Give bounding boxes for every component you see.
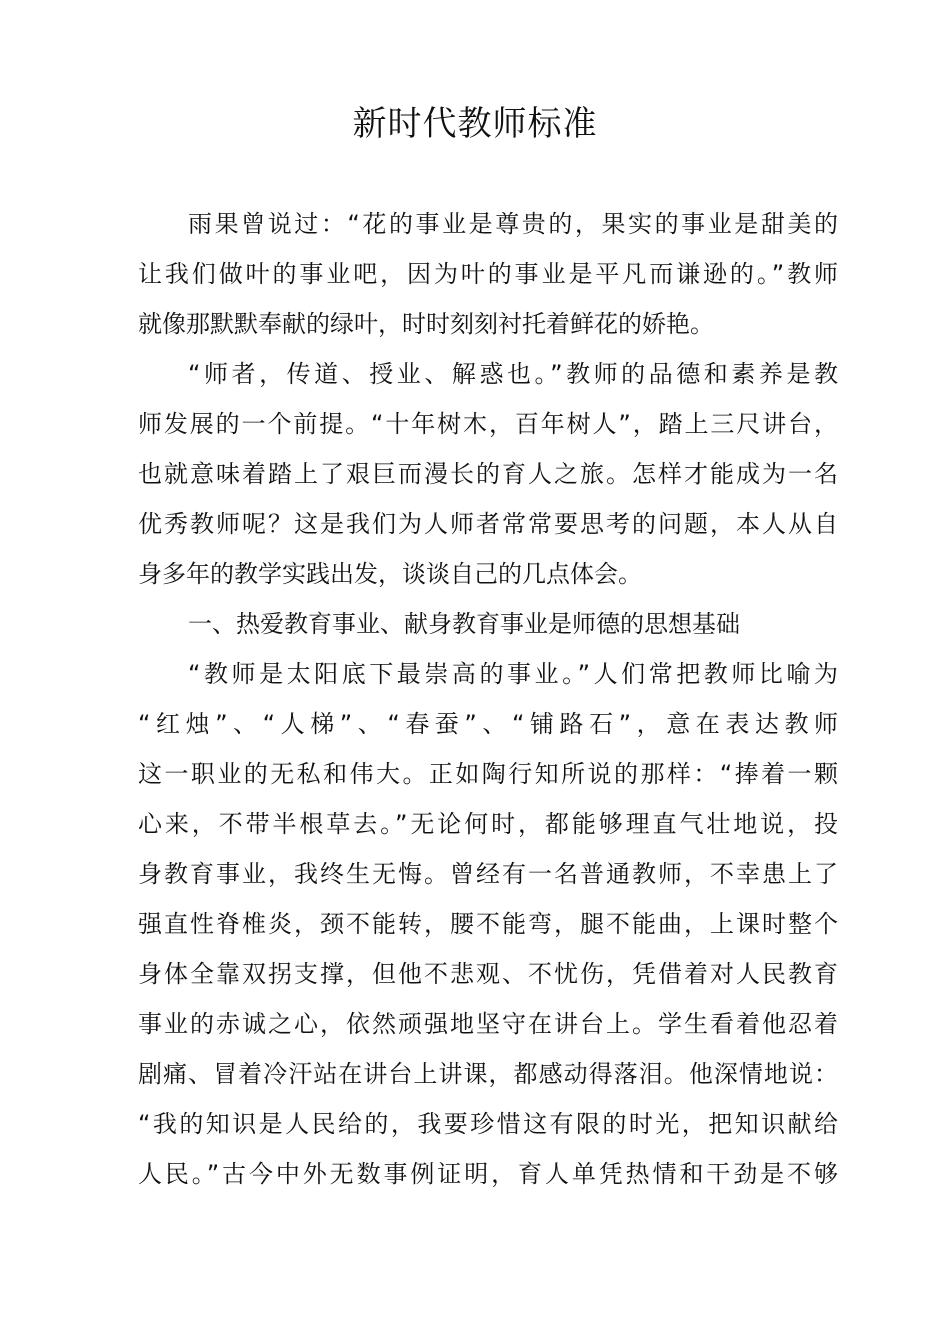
paragraph-line: 也就意味着踏上了艰巨而漫长的育人之旅。怎样才能成为一名 bbox=[138, 460, 838, 488]
paragraph-line: 剧痛、冒着冷汗站在讲台上讲课，都感动得落泪。他深情地说： bbox=[138, 1060, 838, 1088]
paragraph-line: “红烛”、“人梯”、“春蚕”、“铺路石”，意在表达教师 bbox=[138, 710, 838, 738]
paragraph-line: 强直性脊椎炎，颈不能转，腰不能弯，腿不能曲，上课时整个 bbox=[138, 910, 838, 938]
paragraph-line: 身体全靠双拐支撑，但他不悲观、不忧伤，凭借着对人民教育 bbox=[138, 960, 838, 988]
paragraph-line: 师发展的一个前提。“十年树木，百年树人”，踏上三尺讲台， bbox=[138, 410, 838, 438]
paragraph-line: “我的知识是人民给的，我要珍惜这有限的时光，把知识献给 bbox=[138, 1110, 838, 1138]
paragraph-line: 雨果曾说过：“花的事业是尊贵的，果实的事业是甜美的 bbox=[188, 210, 838, 238]
section-heading: 一、热爱教育事业、献身教育事业是师德的思想基础 bbox=[188, 610, 740, 638]
paragraph-line: 这一职业的无私和伟大。正如陶行知所说的那样：“捧着一颗 bbox=[138, 760, 838, 788]
paragraph-line: 身多年的教学实践出发，谈谈自己的几点体会。 bbox=[138, 560, 642, 588]
paragraph-line: 心来，不带半根草去。”无论何时，都能够理直气壮地说，投 bbox=[138, 810, 838, 838]
paragraph-line: 就像那默默奉献的绿叶，时时刻刻衬托着鲜花的娇艳。 bbox=[138, 310, 714, 338]
document-title: 新时代教师标准 bbox=[352, 104, 598, 144]
paragraph-line: 优秀教师呢？这是我们为人师者常常要思考的问题，本人从自 bbox=[138, 510, 838, 538]
paragraph-line: “教师是太阳底下最崇高的事业。”人们常把教师比喻为 bbox=[188, 660, 838, 688]
paragraph-line: 让我们做叶的事业吧，因为叶的事业是平凡而谦逊的。”教师 bbox=[138, 260, 838, 288]
paragraph-line: “师者，传道、授业、解惑也。”教师的品德和素养是教 bbox=[188, 360, 838, 388]
paragraph-line: 人民。”古今中外无数事例证明，育人单凭热情和干劲是不够 bbox=[138, 1160, 838, 1188]
paragraph-line: 事业的赤诚之心，依然顽强地坚守在讲台上。学生看着他忍着 bbox=[138, 1010, 838, 1038]
paragraph-line: 身教育事业，我终生无悔。曾经有一名普通教师，不幸患上了 bbox=[138, 860, 838, 888]
